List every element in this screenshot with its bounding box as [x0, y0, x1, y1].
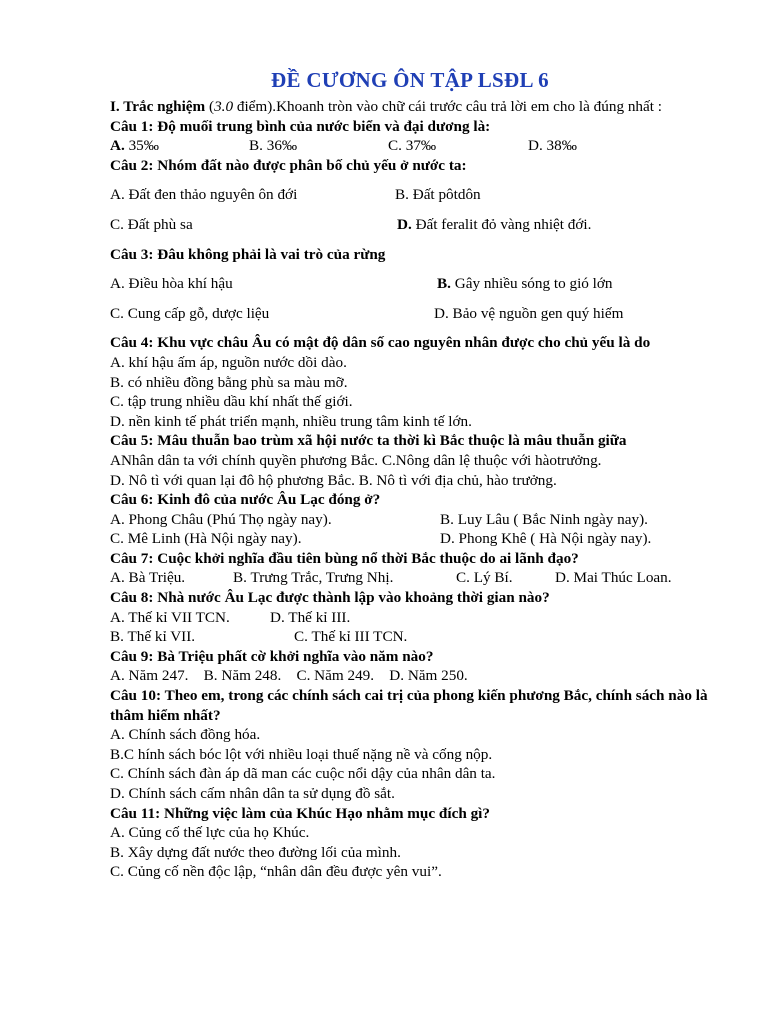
- answer-6d: D. Phong Khê ( Hà Nội ngày nay).: [440, 530, 652, 548]
- question-2-answers-row2: [110, 215, 710, 235]
- question-4: Câu 4: Khu vực châu Âu có mật độ dân số cao nguyên nhân được cho chủ yếu là do: [110, 334, 651, 352]
- points-open: (: [205, 98, 215, 115]
- answer-8d: D. Thế kỉ III.: [270, 608, 351, 626]
- question-6: Câu 6: Kinh đô của nước Âu Lạc đóng ở?: [110, 491, 381, 509]
- answer-1a: A. 35‰: [110, 137, 159, 155]
- question-1-answers: [110, 136, 710, 156]
- answer-6a: A. Phong Châu (Phú Thọ ngày nay).: [110, 510, 332, 528]
- document-page: [110, 68, 710, 882]
- question-9: Câu 9: Bà Triệu phất cờ khởi nghĩa vào năm nào?: [110, 647, 434, 665]
- answer-4d: D. nền kinh tế phát triển mạnh, nhiều trung tâm kinh tế lớn.: [110, 412, 472, 430]
- question-2: Câu 2: Nhóm đất nào được phân bố chủ yếu ở nước ta:: [110, 156, 467, 174]
- instructions-text: điểm).Khoanh tròn vào chữ cái trước câu trả lời em cho là đúng nhất :: [233, 98, 662, 115]
- section-instructions: [110, 97, 710, 117]
- section-heading: I. Trắc nghiệm: [110, 98, 206, 115]
- question-3: Câu 3: Đâu không phải là vai trò của rừng: [110, 245, 386, 263]
- answer-8c: C. Thế kỉ III TCN.: [294, 628, 408, 646]
- answer-11b: B. Xây dựng đất nước theo đường lối của mình.: [110, 843, 401, 861]
- question-3-answers-row2: [110, 304, 710, 324]
- question-8-answers-row2: [110, 627, 710, 647]
- question-7-answers: [110, 568, 710, 588]
- answer-8a: A. Thế kỉ VII TCN.: [110, 608, 230, 626]
- question-1: Câu 1: Độ muối trung bình của nước biển và đại dương là:: [110, 117, 491, 135]
- question-8-answers-row1: [110, 608, 710, 628]
- answer-7c: C. Lý Bí.: [456, 569, 513, 587]
- points-value: 3.0: [214, 98, 234, 115]
- answer-6b: B. Luy Lâu ( Bắc Ninh ngày nay).: [440, 510, 648, 528]
- answer-2d: D. Đất feralit đỏ vàng nhiệt đới.: [397, 215, 592, 233]
- answer-2b: B. Đất pôtdôn: [395, 186, 481, 204]
- answer-6c: C. Mê Linh (Hà Nội ngày nay).: [110, 530, 302, 548]
- question-2-answers-row1: [110, 185, 710, 205]
- answer-3b: B. Gây nhiều sóng to gió lớn: [437, 275, 613, 293]
- answer-4b: B. có nhiều đồng bằng phù sa màu mỡ.: [110, 373, 348, 391]
- question-8: Câu 8: Nhà nước Âu Lạc được thành lập vào khoảng thời gian nào?: [110, 589, 550, 607]
- answer-4a: A. khí hậu ấm áp, nguồn nước dồi dào.: [110, 353, 347, 371]
- answer-2a: A. Đất đen thảo nguyên ôn đới: [110, 186, 298, 204]
- question-10: Câu 10: Theo em, trong các chính sách cai trị của phong kiến phương Bắc, chính sách nào là thâm hiểm nhất?: [110, 687, 708, 724]
- answer-7d: D. Mai Thúc Loan.: [555, 569, 672, 587]
- answer-10b: B.C hính sách bóc lột với nhiều loại thuế nặng nề và cống nộp.: [110, 745, 493, 763]
- document-title: ĐỀ CƯƠNG ÔN TẬP LSĐL 6: [271, 68, 549, 92]
- answer-8b: B. Thế kỉ VII.: [110, 628, 196, 646]
- question-5: Câu 5: Mâu thuẫn bao trùm xã hội nước ta thời kì Bắc thuộc là mâu thuẫn giữa: [110, 432, 627, 450]
- answer-5-line1: ANhân dân ta với chính quyền phương Bắc. C.Nông dân lệ thuộc với hàotrưởng.: [110, 451, 602, 469]
- answer-3c: C. Cung cấp gỗ, dược liệu: [110, 304, 270, 322]
- answer-2c: C. Đất phù sa: [110, 215, 193, 233]
- answer-10c: C. Chính sách đàn áp dã man các cuộc nổi dậy của nhân dân ta.: [110, 765, 496, 783]
- question-6-answers-row1: [110, 510, 710, 530]
- question-7: Câu 7: Cuộc khởi nghĩa đầu tiên bùng nổ thời Bắc thuộc do ai lãnh đạo?: [110, 549, 579, 567]
- answer-5-line2: D. Nô tì với quan lại đô hộ phương Bắc. B. Nô tì với địa chủ, hào trưởng.: [110, 471, 557, 489]
- answer-1d: D. 38‰: [528, 137, 577, 155]
- answer-7a: A. Bà Triệu.: [110, 569, 186, 587]
- answer-11a: A. Củng cố thế lực của họ Khúc.: [110, 824, 310, 842]
- answer-11c: C. Củng cố nền độc lập, “nhân dân đều được yên vui”.: [110, 863, 442, 881]
- answer-10a: A. Chính sách đồng hóa.: [110, 726, 261, 744]
- answers-9: A. Năm 247. B. Năm 248. C. Năm 249. D. Năm 250.: [110, 667, 468, 685]
- answer-1b: B. 36‰: [249, 137, 298, 155]
- answer-7b: B. Trưng Trắc, Trưng Nhị.: [233, 569, 394, 587]
- answer-10d: D. Chính sách cấm nhân dân ta sử dụng đồ sắt.: [110, 785, 395, 802]
- answer-3d: D. Bảo vệ nguồn gen quý hiếm: [434, 304, 624, 322]
- answer-3a: A. Điều hòa khí hậu: [110, 275, 233, 293]
- question-11: Câu 11: Những việc làm của Khúc Hạo nhằm mục đích gì?: [110, 804, 490, 822]
- question-6-answers-row2: [110, 529, 710, 549]
- question-3-answers-row1: [110, 274, 710, 294]
- answer-4c: C. tập trung nhiều dầu khí nhất thế giới.: [110, 393, 353, 411]
- answer-1c: C. 37‰: [388, 137, 437, 155]
